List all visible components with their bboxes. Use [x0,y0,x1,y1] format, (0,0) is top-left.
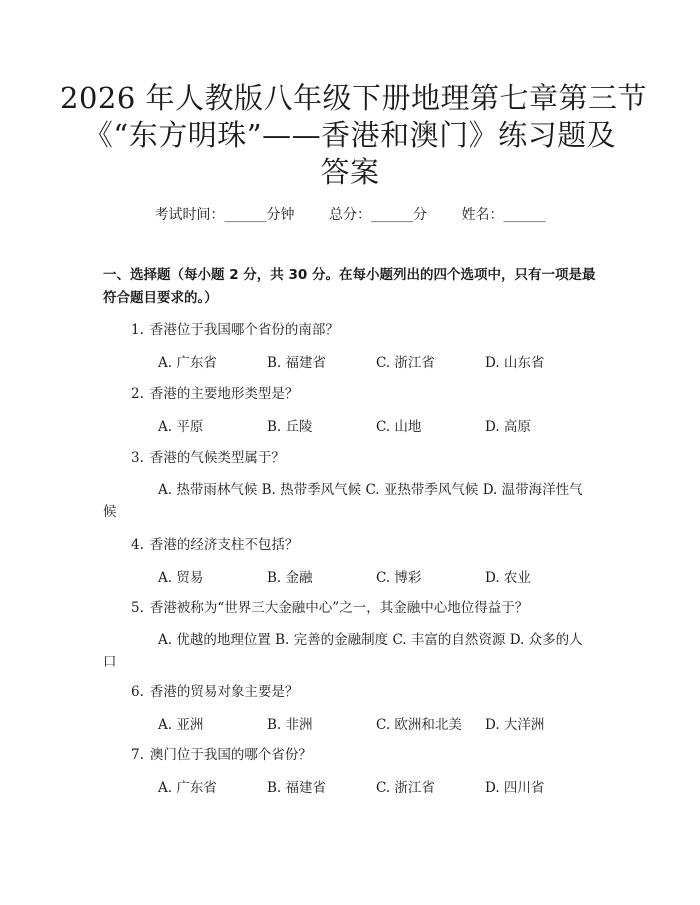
option-list [158,415,603,435]
question-text: 香港被称为“世界三大金融中心”之一，其金融中心地位得益于？ [149,600,529,616]
option-c: C. 亚热带季风气候 [365,482,479,498]
question-text: 澳门位于我国的哪个省份？ [149,747,312,763]
option-b: B. 福建省 [267,355,327,371]
option-d: D. 农业 [485,570,531,586]
option-c: C. 欧洲和北美 [376,717,462,733]
option-list [103,629,595,673]
question-number: 5. [131,600,144,616]
exam-score: 总分：______分 [329,207,427,223]
option-d: D. 四川省 [485,780,545,796]
question-text: 香港的气候类型属于？ [149,450,285,466]
option-b: B. 非洲 [267,717,313,733]
question-text: 香港位于我国哪个省份的南部？ [149,322,339,338]
option-list [103,479,595,523]
question-number: 1. [131,322,144,338]
question-stem [131,318,603,338]
title-line: 2026 年人教版八年级下册地理第七章第三节 [60,81,648,115]
option-list [158,566,603,586]
exam-info [0,204,700,224]
document-title [60,80,648,191]
option-b: B. 丘陵 [267,419,313,435]
question-text: 香港的贸易对象主要是？ [149,684,299,700]
option-list [158,776,603,796]
option-d: D. 高原 [485,419,531,435]
question-item [103,318,603,371]
option-b: B. 金融 [267,570,313,586]
option-b: B. 完善的金融制度 [275,632,389,648]
option-a: A. 广东省 [158,780,217,796]
option-c: C. 浙江省 [376,355,435,371]
option-b: B. 福建省 [267,780,327,796]
question-text: 香港的主要地形类型是？ [149,386,299,402]
title-line: 《“东方明珠”——香港和澳门》练习题及 [83,118,617,152]
question-stem [131,743,603,763]
section-heading: 一、选择题（每小题 2 分，共 30 分。在每小题列出的四个选项中，只有一项是最符合题目要求的。） [103,267,596,306]
question-stem [131,382,603,402]
option-a: A. 亚洲 [158,717,204,733]
question-number: 4. [131,537,144,553]
option-c: C. 山地 [376,419,422,435]
option-c: C. 浙江省 [376,780,435,796]
option-b: B. 热带季风气候 [261,482,362,498]
option-c: C. 丰富的自然资源 [392,632,506,648]
option-c: C. 博彩 [376,570,422,586]
question-item [103,680,603,733]
question-number: 2. [131,386,144,402]
exam-name: 姓名：______ [461,207,546,223]
question-stem [131,680,603,700]
option-d: D. 温带海洋性气候 [103,482,583,520]
question-text: 香港的经济支柱不包括？ [149,537,299,553]
question-number: 3. [131,450,144,466]
title-line: 答案 [320,155,380,189]
option-a: A. 平原 [158,419,204,435]
question-number: 6. [131,684,144,700]
question-item [103,382,603,435]
question-stem [131,533,603,553]
question-number: 7. [131,747,144,763]
option-a: A. 贸易 [158,570,204,586]
exam-time: 考试时间：______分钟 [154,207,295,223]
question-stem [131,446,603,466]
question-item [103,533,603,586]
option-d: D. 众多的人口 [103,632,583,670]
option-list [158,713,603,733]
question-stem [131,596,603,616]
question-item [103,596,603,673]
option-d: D. 大洋洲 [485,717,545,733]
option-a: A. 广东省 [158,355,217,371]
option-list [158,351,603,371]
question-item [103,743,603,796]
option-a: A. 优越的地理位置 [158,632,271,648]
option-d: D. 山东省 [485,355,545,371]
question-item [103,446,603,523]
option-a: A. 热带雨林气候 [158,482,258,498]
